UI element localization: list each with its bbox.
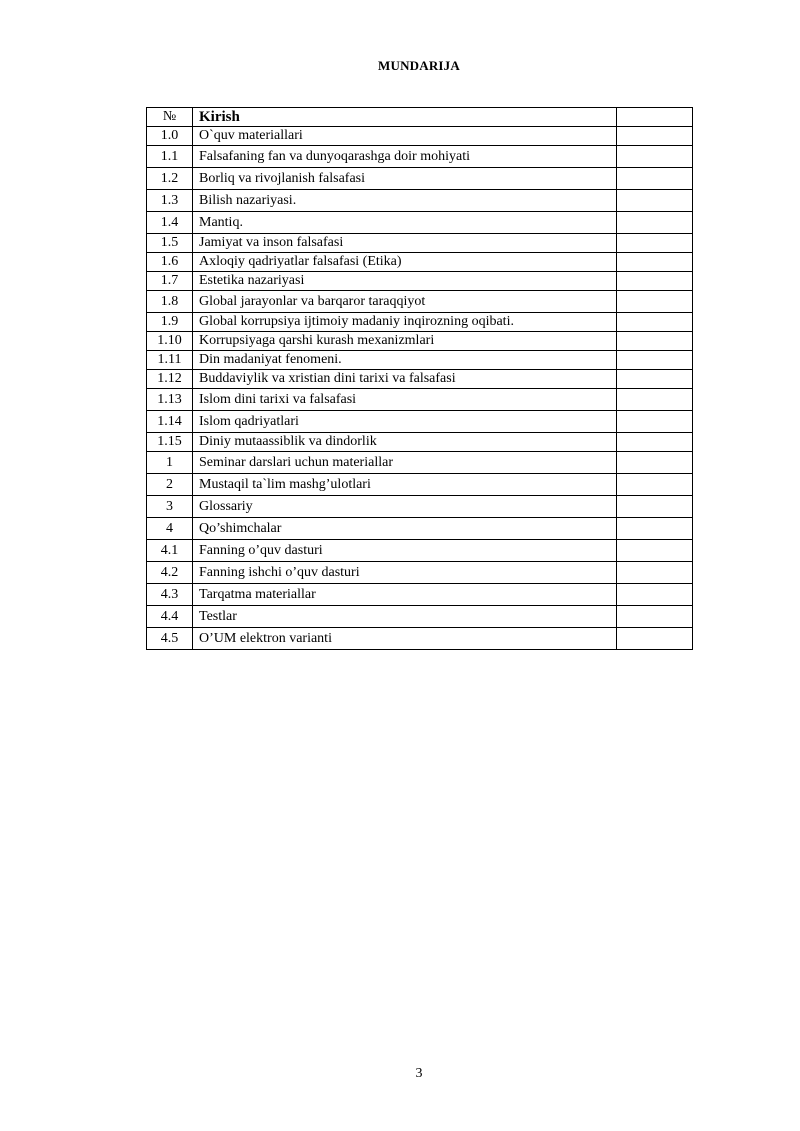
toc-page-cell: [617, 108, 693, 127]
page-title: MUNDARIJA: [378, 58, 460, 73]
toc-title-cell: Global korrupsiya ijtimoiy madaniy inqirozning oqibati.: [193, 313, 617, 332]
toc-title-cell: Testlar: [193, 606, 617, 628]
table-row: [147, 313, 693, 332]
toc-title-cell: Kirish: [193, 108, 617, 127]
toc-number-cell: 1.12: [147, 370, 193, 389]
toc-title-cell: Qo’shimchalar: [193, 518, 617, 540]
toc-body: [147, 108, 693, 650]
toc-number-cell: 1.2: [147, 168, 193, 190]
toc-title-cell: Bilish nazariyasi.: [193, 190, 617, 212]
toc-page-cell: [617, 452, 693, 474]
toc-page-cell: [617, 389, 693, 411]
toc-title-cell: Seminar darslari uchun materiallar: [193, 452, 617, 474]
toc-title-cell: Tarqatma materiallar: [193, 584, 617, 606]
toc-number-cell: 1.9: [147, 313, 193, 332]
table-row: [147, 234, 693, 253]
toc-number-cell: 3: [147, 496, 193, 518]
table-row: [147, 253, 693, 272]
toc-title-cell: Buddaviylik va xristian dini tarixi va falsafasi: [193, 370, 617, 389]
table-row: [147, 389, 693, 411]
table-row: [147, 628, 693, 650]
toc-title-cell: O’UM elektron varianti: [193, 628, 617, 650]
table-row: [147, 496, 693, 518]
toc-page-cell: [617, 370, 693, 389]
toc-number-cell: 4.5: [147, 628, 193, 650]
toc-number-cell: №: [147, 108, 193, 127]
table-row: [147, 562, 693, 584]
toc-page-cell: [617, 313, 693, 332]
toc-number-cell: 1: [147, 452, 193, 474]
toc-number-cell: 1.10: [147, 332, 193, 351]
table-row: [147, 606, 693, 628]
toc-number-cell: 1.4: [147, 212, 193, 234]
toc-title-cell: O`quv materiallari: [193, 127, 617, 146]
toc-page-cell: [617, 168, 693, 190]
table-row: [147, 332, 693, 351]
toc-title-cell: Fanning ishchi o’quv dasturi: [193, 562, 617, 584]
toc-title-cell: Falsafaning fan va dunyoqarashga doir mohiyati: [193, 146, 617, 168]
toc-number-cell: 1.1: [147, 146, 193, 168]
toc-page-cell: [617, 433, 693, 452]
table-row: [147, 411, 693, 433]
toc-number-cell: 4: [147, 518, 193, 540]
table-row: [147, 370, 693, 389]
toc-title-cell: Fanning o’quv dasturi: [193, 540, 617, 562]
toc-number-cell: 1.3: [147, 190, 193, 212]
page-number: 3: [415, 1066, 423, 1081]
toc-title-cell: Mustaqil ta`lim mashg’ulotlari: [193, 474, 617, 496]
toc-page-cell: [617, 190, 693, 212]
toc-title-cell: Islom qadriyatlari: [193, 411, 617, 433]
toc-page-cell: [617, 411, 693, 433]
toc-page-cell: [617, 234, 693, 253]
table-row: [147, 291, 693, 313]
toc-page-cell: [617, 253, 693, 272]
table-row: [147, 452, 693, 474]
table-row: [147, 540, 693, 562]
toc-page-cell: [617, 272, 693, 291]
toc-number-cell: 1.8: [147, 291, 193, 313]
toc-number-cell: 1.15: [147, 433, 193, 452]
table-of-contents: [146, 107, 693, 650]
toc-title-cell: Borliq va rivojlanish falsafasi: [193, 168, 617, 190]
toc-title-cell: Estetika nazariyasi: [193, 272, 617, 291]
toc-number-cell: 2: [147, 474, 193, 496]
toc-number-cell: 1.11: [147, 351, 193, 370]
toc-title-cell: Din madaniyat fenomeni.: [193, 351, 617, 370]
toc-number-cell: 1.13: [147, 389, 193, 411]
toc-number-cell: 4.1: [147, 540, 193, 562]
toc-number-cell: 1.14: [147, 411, 193, 433]
table-row: [147, 212, 693, 234]
toc-page-cell: [617, 628, 693, 650]
toc-page-cell: [617, 146, 693, 168]
toc-number-cell: 1.6: [147, 253, 193, 272]
toc-page-cell: [617, 518, 693, 540]
table-row: [147, 272, 693, 291]
table-header-row: [147, 108, 693, 127]
toc-page-cell: [617, 212, 693, 234]
toc-title-cell: Glossariy: [193, 496, 617, 518]
toc-page-cell: [617, 540, 693, 562]
toc-title-cell: Islom dini tarixi va falsafasi: [193, 389, 617, 411]
table-row: [147, 190, 693, 212]
toc-title-cell: Axloqiy qadriyatlar falsafasi (Etika): [193, 253, 617, 272]
toc-number-cell: 4.3: [147, 584, 193, 606]
toc-page-cell: [617, 332, 693, 351]
toc-number-cell: 4.4: [147, 606, 193, 628]
toc-page-cell: [617, 291, 693, 313]
table-row: [147, 584, 693, 606]
toc-page-cell: [617, 127, 693, 146]
toc-title-cell: Global jarayonlar va barqaror taraqqiyot: [193, 291, 617, 313]
table-row: [147, 474, 693, 496]
toc-number-cell: 1.0: [147, 127, 193, 146]
toc-page-cell: [617, 474, 693, 496]
table-row: [147, 351, 693, 370]
toc-number-cell: 4.2: [147, 562, 193, 584]
table-row: [147, 127, 693, 146]
toc-title-cell: Mantiq.: [193, 212, 617, 234]
toc-title-cell: Korrupsiyaga qarshi kurash mexanizmlari: [193, 332, 617, 351]
toc-page-cell: [617, 496, 693, 518]
table-row: [147, 168, 693, 190]
toc-title-cell: Diniy mutaassiblik va dindorlik: [193, 433, 617, 452]
toc-title-cell: Jamiyat va inson falsafasi: [193, 234, 617, 253]
toc-number-cell: 1.5: [147, 234, 193, 253]
table-row: [147, 146, 693, 168]
table-row: [147, 433, 693, 452]
toc-page-cell: [617, 606, 693, 628]
toc-page-cell: [617, 584, 693, 606]
toc-page-cell: [617, 562, 693, 584]
toc-number-cell: 1.7: [147, 272, 193, 291]
toc-page-cell: [617, 351, 693, 370]
table-row: [147, 518, 693, 540]
